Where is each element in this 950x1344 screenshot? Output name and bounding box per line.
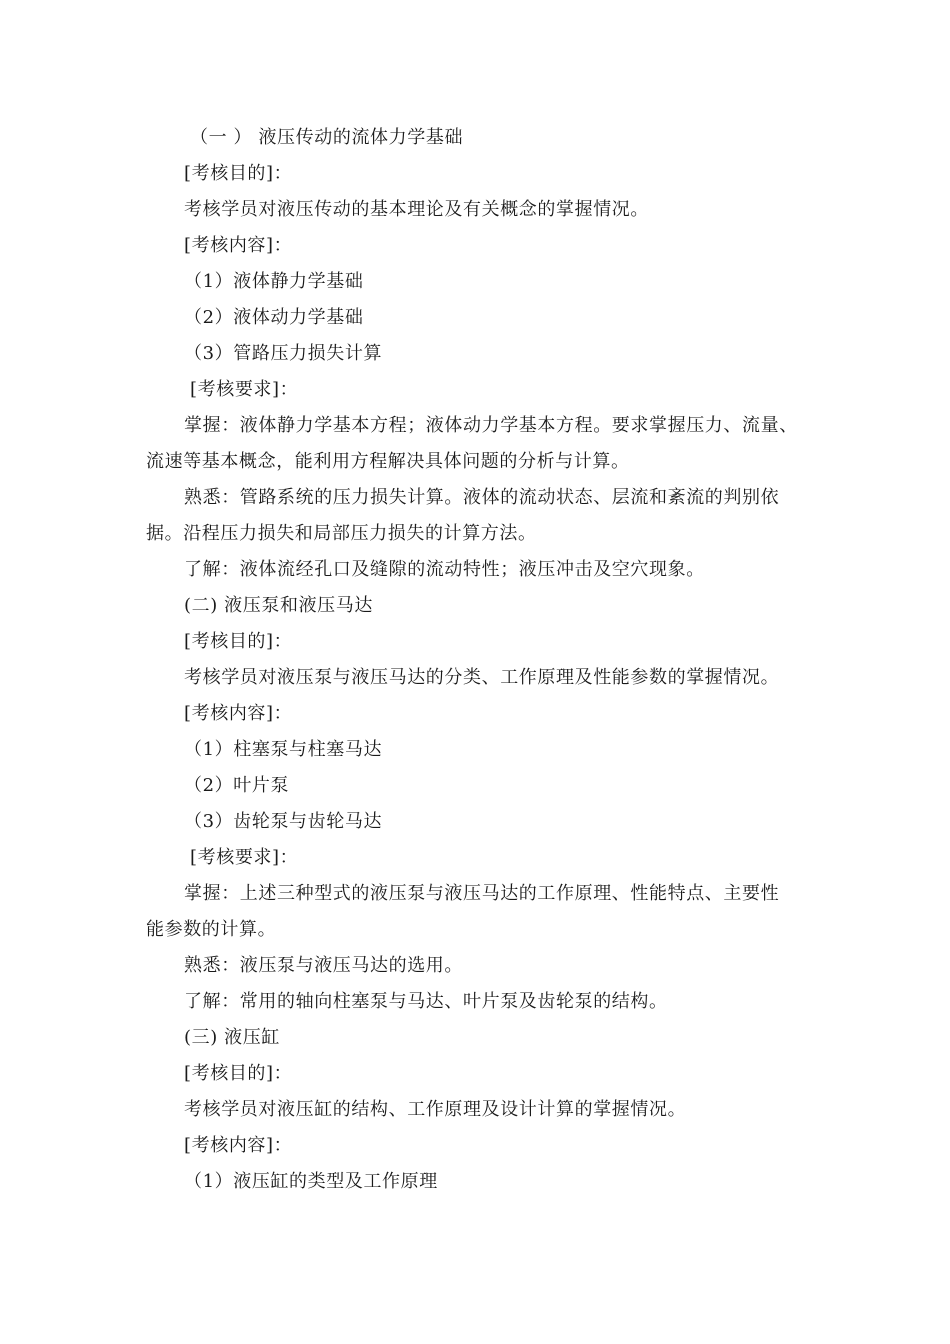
content-label: [考核内容]： [184,1135,293,1156]
content-label: [考核内容]： [184,235,293,256]
content-item: （3）齿轮泵与齿轮马达 [184,811,383,832]
section-heading: (二) 液压泵和液压马达 [184,595,373,616]
requirement-master-line: 掌握：液体静力学基本方程；液体动力学基本方程。要求掌握压力、流量、 [184,415,798,436]
purpose-label: [考核目的]： [184,1063,293,1084]
purpose-label: [考核目的]： [184,163,293,184]
purpose-label: [考核目的]： [184,631,293,652]
content-item: （2）液体动力学基础 [184,307,364,328]
content-item: （1）液压缸的类型及工作原理 [184,1171,438,1192]
content-item: （3）管路压力损失计算 [184,343,383,364]
requirement-master-line: 能参数的计算。 [146,919,277,940]
content-label: [考核内容]： [184,703,293,724]
requirement-familiar-line: 熟悉：管路系统的压力损失计算。液体的流动状态、层流和紊流的判别依 [184,487,780,508]
requirement-familiar-line: 据。沿程压力损失和局部压力损失的计算方法。 [146,523,537,544]
purpose-text: 考核学员对液压泵与液压马达的分类、工作原理及性能参数的掌握情况。 [184,667,780,688]
requirement-master-line: 掌握：上述三种型式的液压泵与液压马达的工作原理、性能特点、主要性 [184,883,780,904]
requirement-master-line: 流速等基本概念，能利用方程解决具体问题的分析与计算。 [146,451,630,472]
content-item: （1）液体静力学基础 [184,271,364,292]
purpose-text: 考核学员对液压传动的基本理论及有关概念的掌握情况。 [184,199,649,220]
content-item: （2）叶片泵 [184,775,290,796]
section-heading: （一 ） 液压传动的流体力学基础 [190,127,464,148]
requirement-familiar-line: 熟悉：液压泵与液压马达的选用。 [184,955,463,976]
content-item: （1）柱塞泵与柱塞马达 [184,739,383,760]
requirement-label: [考核要求]： [190,847,299,868]
requirement-label: [考核要求]： [190,379,299,400]
purpose-text: 考核学员对液压缸的结构、工作原理及设计计算的掌握情况。 [184,1099,687,1120]
section-heading: (三) 液压缸 [184,1027,280,1048]
requirement-understand-line: 了解：液体流经孔口及缝隙的流动特性；液压冲击及空穴现象。 [184,559,705,580]
requirement-understand-line: 了解：常用的轴向柱塞泵与马达、叶片泵及齿轮泵的结构。 [184,991,668,1012]
